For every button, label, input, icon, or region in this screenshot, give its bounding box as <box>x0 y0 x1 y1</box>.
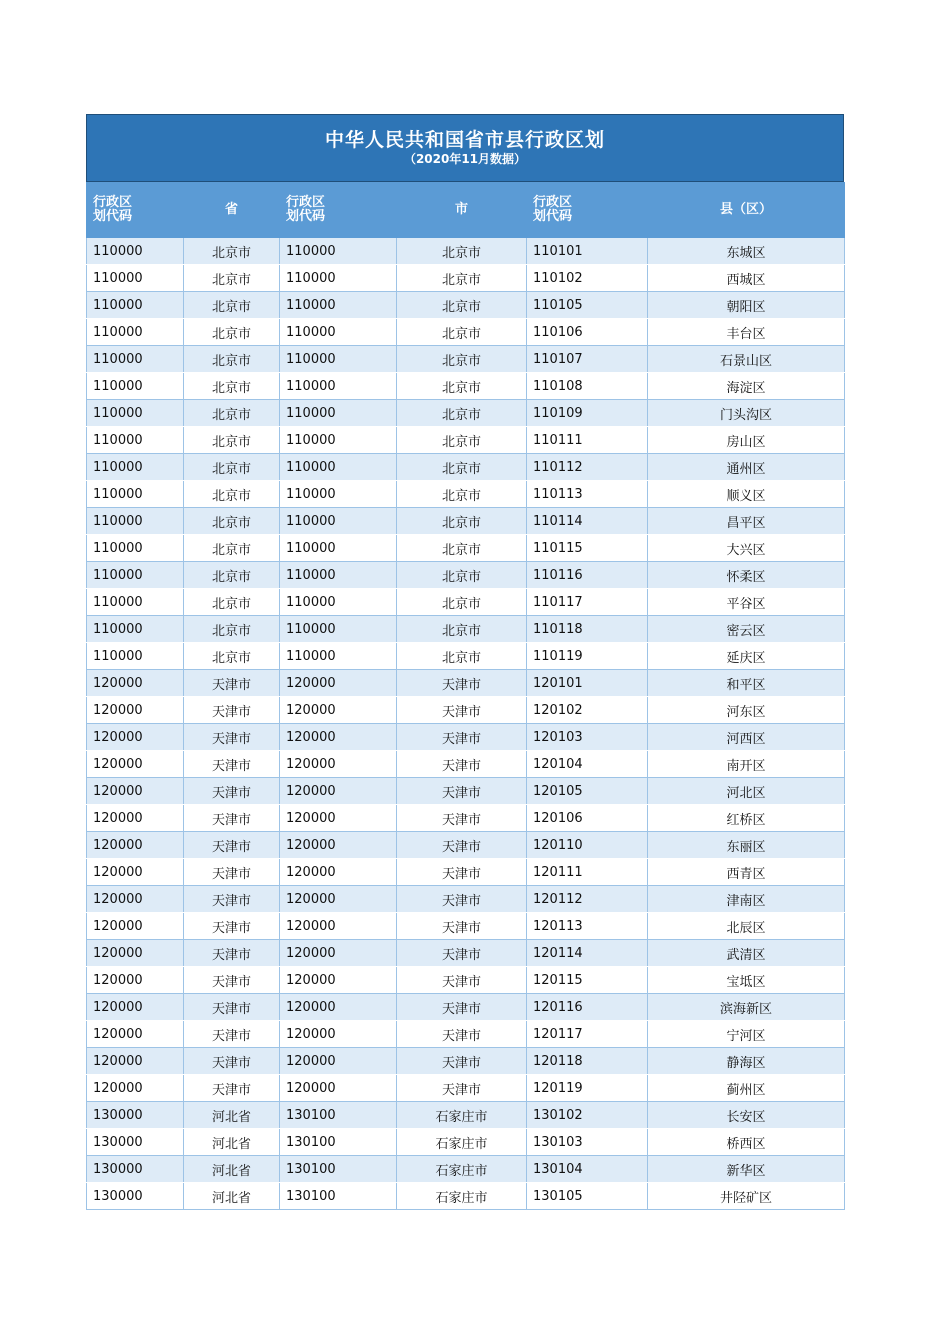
cell-city: 北京市 <box>397 481 527 508</box>
cell-province-code: 120000 <box>87 1075 184 1102</box>
table-row <box>87 832 845 859</box>
cell-city: 天津市 <box>397 940 527 967</box>
cell-county-code: 130103 <box>527 1129 648 1156</box>
table-row <box>87 292 845 319</box>
table-row <box>87 427 845 454</box>
cell-county: 静海区 <box>648 1048 845 1075</box>
cell-city-code: 110000 <box>280 562 397 589</box>
cell-city: 石家庄市 <box>397 1102 527 1129</box>
division-table <box>86 182 845 1210</box>
table-row <box>87 400 845 427</box>
cell-province: 天津市 <box>184 697 280 724</box>
cell-city: 石家庄市 <box>397 1156 527 1183</box>
cell-city-code: 110000 <box>280 616 397 643</box>
cell-county-code: 120114 <box>527 940 648 967</box>
cell-county: 河北区 <box>648 778 845 805</box>
table-row <box>87 1183 845 1210</box>
cell-province: 北京市 <box>184 643 280 670</box>
cell-province-code: 120000 <box>87 886 184 913</box>
cell-city-code: 120000 <box>280 859 397 886</box>
cell-city-code: 110000 <box>280 535 397 562</box>
cell-province: 河北省 <box>184 1156 280 1183</box>
cell-city-code: 110000 <box>280 373 397 400</box>
table-row <box>87 859 845 886</box>
table-row <box>87 616 845 643</box>
cell-province-code: 110000 <box>87 643 184 670</box>
table-row <box>87 508 845 535</box>
cell-county-code: 130105 <box>527 1183 648 1210</box>
cell-county-code: 110107 <box>527 346 648 373</box>
table-row <box>87 940 845 967</box>
cell-province: 河北省 <box>184 1183 280 1210</box>
table-row <box>87 967 845 994</box>
cell-city-code: 130100 <box>280 1102 397 1129</box>
table-body <box>87 238 845 1210</box>
table-row <box>87 1129 845 1156</box>
cell-county: 新华区 <box>648 1156 845 1183</box>
cell-county: 丰台区 <box>648 319 845 346</box>
cell-city-code: 120000 <box>280 994 397 1021</box>
table-row <box>87 562 845 589</box>
cell-county-code: 120105 <box>527 778 648 805</box>
cell-province-code: 120000 <box>87 724 184 751</box>
cell-province-code: 120000 <box>87 994 184 1021</box>
cell-county: 房山区 <box>648 427 845 454</box>
cell-county: 西青区 <box>648 859 845 886</box>
cell-county-code: 110108 <box>527 373 648 400</box>
cell-province-code: 120000 <box>87 697 184 724</box>
cell-county-code: 120116 <box>527 994 648 1021</box>
cell-city-code: 120000 <box>280 1048 397 1075</box>
cell-county-code: 120103 <box>527 724 648 751</box>
cell-province-code: 110000 <box>87 589 184 616</box>
cell-city: 北京市 <box>397 373 527 400</box>
cell-province-code: 120000 <box>87 1048 184 1075</box>
cell-city-code: 110000 <box>280 643 397 670</box>
page-subtitle: （2020年11月数据） <box>403 152 527 166</box>
cell-city: 北京市 <box>397 346 527 373</box>
col-header-county-code: 行政区 划代码 <box>527 183 648 238</box>
cell-province-code: 110000 <box>87 535 184 562</box>
cell-county: 蓟州区 <box>648 1075 845 1102</box>
cell-city: 天津市 <box>397 697 527 724</box>
cell-city: 天津市 <box>397 886 527 913</box>
cell-county-code: 120117 <box>527 1021 648 1048</box>
cell-province-code: 120000 <box>87 1021 184 1048</box>
table-row <box>87 643 845 670</box>
cell-province: 北京市 <box>184 562 280 589</box>
cell-city: 天津市 <box>397 1021 527 1048</box>
cell-province-code: 130000 <box>87 1102 184 1129</box>
cell-province-code: 110000 <box>87 562 184 589</box>
cell-city-code: 110000 <box>280 589 397 616</box>
table-row <box>87 346 845 373</box>
cell-county: 北辰区 <box>648 913 845 940</box>
cell-city: 天津市 <box>397 724 527 751</box>
cell-province: 天津市 <box>184 913 280 940</box>
cell-county-code: 120106 <box>527 805 648 832</box>
cell-city: 天津市 <box>397 805 527 832</box>
cell-county-code: 120101 <box>527 670 648 697</box>
cell-province: 北京市 <box>184 508 280 535</box>
cell-province: 北京市 <box>184 373 280 400</box>
cell-city-code: 120000 <box>280 1075 397 1102</box>
table-row <box>87 1102 845 1129</box>
cell-county: 河西区 <box>648 724 845 751</box>
cell-city-code: 110000 <box>280 265 397 292</box>
cell-county-code: 110113 <box>527 481 648 508</box>
cell-city: 北京市 <box>397 562 527 589</box>
cell-county: 红桥区 <box>648 805 845 832</box>
cell-province: 北京市 <box>184 535 280 562</box>
col-header-county: 县（区） <box>648 183 845 238</box>
cell-county: 和平区 <box>648 670 845 697</box>
cell-city: 北京市 <box>397 454 527 481</box>
table-row <box>87 535 845 562</box>
cell-province-code: 120000 <box>87 967 184 994</box>
cell-city: 天津市 <box>397 859 527 886</box>
cell-province: 天津市 <box>184 1048 280 1075</box>
cell-county: 东丽区 <box>648 832 845 859</box>
cell-county: 东城区 <box>648 238 845 265</box>
cell-city: 北京市 <box>397 292 527 319</box>
cell-county-code: 110109 <box>527 400 648 427</box>
table-row <box>87 751 845 778</box>
cell-province: 北京市 <box>184 400 280 427</box>
cell-province: 天津市 <box>184 967 280 994</box>
cell-county: 大兴区 <box>648 535 845 562</box>
cell-county: 昌平区 <box>648 508 845 535</box>
cell-province-code: 110000 <box>87 346 184 373</box>
cell-province: 天津市 <box>184 994 280 1021</box>
table-row <box>87 1075 845 1102</box>
table-row <box>87 238 845 265</box>
cell-province-code: 110000 <box>87 238 184 265</box>
cell-province: 北京市 <box>184 454 280 481</box>
cell-city-code: 120000 <box>280 724 397 751</box>
col-header-province: 省 <box>184 183 280 238</box>
table-row <box>87 724 845 751</box>
table-row <box>87 1156 845 1183</box>
cell-province: 北京市 <box>184 616 280 643</box>
table-row <box>87 886 845 913</box>
cell-city-code: 120000 <box>280 670 397 697</box>
cell-province: 天津市 <box>184 940 280 967</box>
cell-province: 河北省 <box>184 1102 280 1129</box>
cell-province-code: 110000 <box>87 319 184 346</box>
cell-province-code: 110000 <box>87 265 184 292</box>
cell-city: 天津市 <box>397 994 527 1021</box>
cell-city-code: 130100 <box>280 1156 397 1183</box>
table-row <box>87 913 845 940</box>
cell-county-code: 110105 <box>527 292 648 319</box>
cell-city: 天津市 <box>397 832 527 859</box>
col-header-province-code: 行政区 划代码 <box>87 183 184 238</box>
cell-province-code: 120000 <box>87 751 184 778</box>
cell-county-code: 110102 <box>527 265 648 292</box>
cell-province: 北京市 <box>184 427 280 454</box>
cell-province-code: 120000 <box>87 940 184 967</box>
cell-city: 北京市 <box>397 400 527 427</box>
cell-city: 北京市 <box>397 643 527 670</box>
cell-city: 天津市 <box>397 967 527 994</box>
cell-county: 密云区 <box>648 616 845 643</box>
table-row <box>87 589 845 616</box>
cell-province: 北京市 <box>184 346 280 373</box>
title-block <box>86 114 844 182</box>
cell-city: 北京市 <box>397 589 527 616</box>
cell-city-code: 110000 <box>280 319 397 346</box>
table-row <box>87 805 845 832</box>
cell-city: 天津市 <box>397 1048 527 1075</box>
cell-county-code: 110115 <box>527 535 648 562</box>
cell-city: 天津市 <box>397 778 527 805</box>
cell-city: 北京市 <box>397 238 527 265</box>
cell-city-code: 110000 <box>280 427 397 454</box>
cell-province: 天津市 <box>184 670 280 697</box>
cell-city-code: 110000 <box>280 481 397 508</box>
table-row <box>87 778 845 805</box>
cell-province: 北京市 <box>184 265 280 292</box>
cell-county-code: 110101 <box>527 238 648 265</box>
cell-city: 北京市 <box>397 535 527 562</box>
cell-county: 桥西区 <box>648 1129 845 1156</box>
cell-county-code: 110118 <box>527 616 648 643</box>
cell-province-code: 120000 <box>87 913 184 940</box>
col-header-city-code: 行政区 划代码 <box>280 183 397 238</box>
col-header-city: 市 <box>397 183 527 238</box>
cell-city: 北京市 <box>397 616 527 643</box>
table-row <box>87 481 845 508</box>
cell-province-code: 110000 <box>87 481 184 508</box>
page-title: 中华人民共和国省市县行政区划 <box>324 129 605 151</box>
cell-city: 北京市 <box>397 508 527 535</box>
cell-city: 天津市 <box>397 1075 527 1102</box>
cell-province: 北京市 <box>184 238 280 265</box>
cell-province-code: 120000 <box>87 805 184 832</box>
cell-county: 长安区 <box>648 1102 845 1129</box>
cell-county: 河东区 <box>648 697 845 724</box>
cell-city-code: 120000 <box>280 1021 397 1048</box>
cell-county-code: 110114 <box>527 508 648 535</box>
division-sheet <box>86 114 844 1210</box>
cell-county-code: 120118 <box>527 1048 648 1075</box>
cell-city-code: 110000 <box>280 454 397 481</box>
cell-county: 井陉矿区 <box>648 1183 845 1210</box>
cell-city-code: 120000 <box>280 697 397 724</box>
cell-county: 朝阳区 <box>648 292 845 319</box>
cell-county-code: 110112 <box>527 454 648 481</box>
cell-county: 西城区 <box>648 265 845 292</box>
cell-county-code: 130104 <box>527 1156 648 1183</box>
cell-province-code: 130000 <box>87 1156 184 1183</box>
cell-county-code: 110117 <box>527 589 648 616</box>
cell-county-code: 110116 <box>527 562 648 589</box>
cell-city-code: 130100 <box>280 1129 397 1156</box>
cell-province-code: 130000 <box>87 1129 184 1156</box>
table-row <box>87 670 845 697</box>
cell-city: 北京市 <box>397 427 527 454</box>
table-row <box>87 1021 845 1048</box>
table-row <box>87 265 845 292</box>
cell-county: 滨海新区 <box>648 994 845 1021</box>
cell-province: 天津市 <box>184 1021 280 1048</box>
cell-county: 南开区 <box>648 751 845 778</box>
cell-province: 河北省 <box>184 1129 280 1156</box>
cell-county: 宁河区 <box>648 1021 845 1048</box>
cell-province-code: 120000 <box>87 859 184 886</box>
cell-province: 天津市 <box>184 859 280 886</box>
cell-county-code: 120119 <box>527 1075 648 1102</box>
cell-province: 天津市 <box>184 832 280 859</box>
cell-city-code: 120000 <box>280 940 397 967</box>
cell-county: 门头沟区 <box>648 400 845 427</box>
cell-province-code: 110000 <box>87 616 184 643</box>
cell-county-code: 120111 <box>527 859 648 886</box>
table-row <box>87 1048 845 1075</box>
cell-county-code: 120104 <box>527 751 648 778</box>
cell-province: 北京市 <box>184 292 280 319</box>
cell-province: 北京市 <box>184 481 280 508</box>
cell-province: 天津市 <box>184 805 280 832</box>
cell-city: 石家庄市 <box>397 1129 527 1156</box>
cell-city-code: 110000 <box>280 508 397 535</box>
table-row <box>87 994 845 1021</box>
cell-province-code: 120000 <box>87 778 184 805</box>
cell-province: 天津市 <box>184 778 280 805</box>
cell-county: 怀柔区 <box>648 562 845 589</box>
cell-city-code: 110000 <box>280 292 397 319</box>
table-row <box>87 373 845 400</box>
cell-city-code: 120000 <box>280 778 397 805</box>
cell-county: 顺义区 <box>648 481 845 508</box>
cell-city-code: 110000 <box>280 238 397 265</box>
cell-city: 北京市 <box>397 319 527 346</box>
cell-county: 石景山区 <box>648 346 845 373</box>
cell-county: 延庆区 <box>648 643 845 670</box>
table-header-row <box>87 183 845 238</box>
cell-city-code: 120000 <box>280 805 397 832</box>
cell-province: 天津市 <box>184 1075 280 1102</box>
cell-city-code: 110000 <box>280 346 397 373</box>
cell-county: 宝坻区 <box>648 967 845 994</box>
cell-province-code: 110000 <box>87 292 184 319</box>
cell-city-code: 120000 <box>280 967 397 994</box>
cell-county-code: 120113 <box>527 913 648 940</box>
cell-province-code: 120000 <box>87 832 184 859</box>
cell-city: 天津市 <box>397 670 527 697</box>
cell-county: 平谷区 <box>648 589 845 616</box>
cell-county: 海淀区 <box>648 373 845 400</box>
cell-province-code: 110000 <box>87 373 184 400</box>
cell-province-code: 110000 <box>87 454 184 481</box>
cell-province-code: 110000 <box>87 427 184 454</box>
cell-city-code: 120000 <box>280 832 397 859</box>
cell-province-code: 110000 <box>87 400 184 427</box>
cell-city-code: 120000 <box>280 886 397 913</box>
cell-county-code: 130102 <box>527 1102 648 1129</box>
cell-city-code: 130100 <box>280 1183 397 1210</box>
cell-province: 天津市 <box>184 751 280 778</box>
cell-province-code: 120000 <box>87 670 184 697</box>
cell-county-code: 110119 <box>527 643 648 670</box>
cell-county-code: 110106 <box>527 319 648 346</box>
cell-county-code: 120110 <box>527 832 648 859</box>
cell-province-code: 130000 <box>87 1183 184 1210</box>
cell-province: 北京市 <box>184 589 280 616</box>
cell-city: 石家庄市 <box>397 1183 527 1210</box>
cell-county: 武清区 <box>648 940 845 967</box>
cell-county: 津南区 <box>648 886 845 913</box>
table-row <box>87 697 845 724</box>
cell-province-code: 110000 <box>87 508 184 535</box>
cell-county-code: 110111 <box>527 427 648 454</box>
cell-city-code: 120000 <box>280 913 397 940</box>
cell-county-code: 120115 <box>527 967 648 994</box>
cell-city: 天津市 <box>397 751 527 778</box>
cell-city-code: 120000 <box>280 751 397 778</box>
table-row <box>87 319 845 346</box>
table-row <box>87 454 845 481</box>
cell-city: 北京市 <box>397 265 527 292</box>
cell-county-code: 120102 <box>527 697 648 724</box>
cell-county-code: 120112 <box>527 886 648 913</box>
cell-province: 天津市 <box>184 724 280 751</box>
cell-city: 天津市 <box>397 913 527 940</box>
cell-county: 通州区 <box>648 454 845 481</box>
cell-city-code: 110000 <box>280 400 397 427</box>
cell-province: 天津市 <box>184 886 280 913</box>
cell-province: 北京市 <box>184 319 280 346</box>
